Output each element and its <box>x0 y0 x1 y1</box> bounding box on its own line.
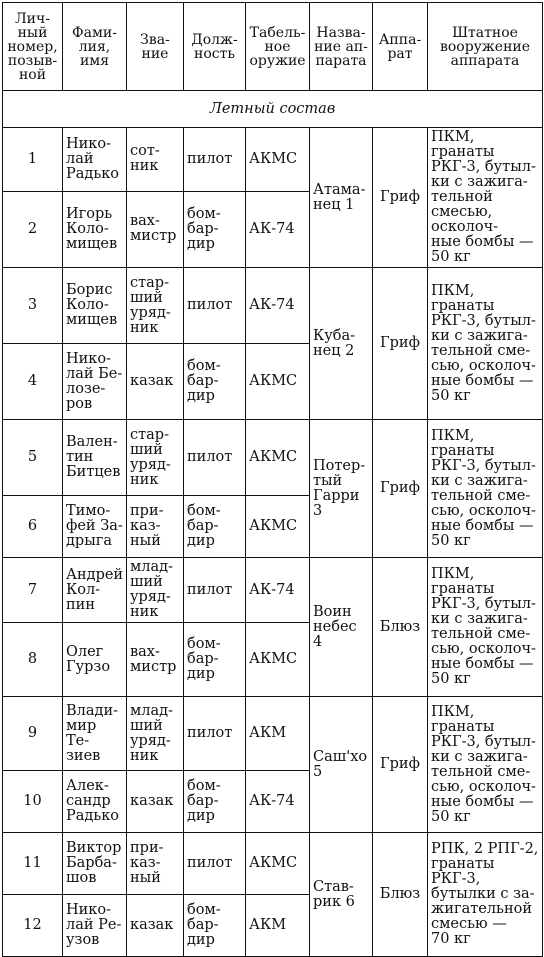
apparatus-cell: Гриф <box>373 697 428 833</box>
table-row <box>3 558 543 623</box>
position-cell: бом- бар- дир <box>184 344 246 420</box>
personal-number-cell: 10 <box>3 771 63 833</box>
weapon-cell: АК-74 <box>246 191 310 267</box>
position-cell: бом- бар- дир <box>184 496 246 558</box>
header-armament: Штатное вооружение аппарата <box>428 3 543 91</box>
rank-cell: казак <box>127 895 184 957</box>
name-cell: Борис Коло- мищев <box>63 268 127 344</box>
section-title: Летный состав <box>3 91 543 128</box>
armament-cell: ПКМ, гранаты РКГ-3, бутыл- ки с зажига- тельной сме- сью, осколоч- ные бомбы — 50 кг <box>428 420 543 558</box>
rank-cell: млад- ший уряд- ник <box>127 558 184 623</box>
weapon-cell: АКМС <box>246 833 310 895</box>
rank-cell: стар- ший уряд- ник <box>127 420 184 496</box>
crew-table <box>2 2 543 957</box>
personal-number-cell: 4 <box>3 344 63 420</box>
header-name: Фами- лия, имя <box>63 3 127 91</box>
name-cell: Влади- мир Те- зиев <box>63 697 127 771</box>
rank-cell: вах- мистр <box>127 623 184 697</box>
rank-cell: казак <box>127 771 184 833</box>
apparatus-name-cell: Атама- нец 1 <box>310 128 373 268</box>
header-position: Долж- ность <box>184 3 246 91</box>
rank-cell: при- каз- ный <box>127 833 184 895</box>
apparatus-name-cell: Потер- тый Гарри 3 <box>310 420 373 558</box>
position-cell: пилот <box>184 558 246 623</box>
personal-number-cell: 7 <box>3 558 63 623</box>
rank-cell: при- каз- ный <box>127 496 184 558</box>
table-row <box>3 420 543 496</box>
header-row <box>3 3 543 91</box>
personal-number-cell: 5 <box>3 420 63 496</box>
personal-number-cell: 3 <box>3 268 63 344</box>
position-cell: бом- бар- дир <box>184 895 246 957</box>
header-weapon: Табель- ное оружие <box>246 3 310 91</box>
table-row <box>3 128 543 192</box>
personal-number-cell: 11 <box>3 833 63 895</box>
rank-cell: млад- ший уряд- ник <box>127 697 184 771</box>
name-cell: Игорь Коло- мищев <box>63 191 127 267</box>
name-cell: Тимо- фей За- дрыга <box>63 496 127 558</box>
weapon-cell: АК-74 <box>246 558 310 623</box>
weapon-cell: АКМС <box>246 420 310 496</box>
weapon-cell: АК-74 <box>246 771 310 833</box>
name-cell: Нико- лай Бе- лозе- ров <box>63 344 127 420</box>
personal-number-cell: 6 <box>3 496 63 558</box>
apparatus-cell: Гриф <box>373 420 428 558</box>
weapon-cell: АК-74 <box>246 268 310 344</box>
name-cell: Нико- лай Ре- узов <box>63 895 127 957</box>
position-cell: пилот <box>184 268 246 344</box>
name-cell: Нико- лай Радько <box>63 128 127 192</box>
header-apparatus: Аппа- рат <box>373 3 428 91</box>
personal-number-cell: 9 <box>3 697 63 771</box>
table-row <box>3 268 543 344</box>
position-cell: бом- бар- дир <box>184 191 246 267</box>
weapon-cell: АКМ <box>246 697 310 771</box>
table-row <box>3 697 543 771</box>
rank-cell: стар- ший уряд- ник <box>127 268 184 344</box>
name-cell: Вален- тин Битцев <box>63 420 127 496</box>
position-cell: пилот <box>184 420 246 496</box>
table-row <box>3 833 543 895</box>
section-row <box>3 91 543 128</box>
apparatus-name-cell: Саш'хо 5 <box>310 697 373 833</box>
header-apparatus-name: Назва- ние ап- парата <box>310 3 373 91</box>
armament-cell: ПКМ, гранаты РКГ-3, бутыл- ки с зажига- тельной смесью, осколоч- ные бомбы — 50 кг <box>428 128 543 268</box>
position-cell: бом- бар- дир <box>184 623 246 697</box>
personal-number-cell: 12 <box>3 895 63 957</box>
apparatus-cell: Блюз <box>373 558 428 697</box>
apparatus-cell: Гриф <box>373 128 428 268</box>
apparatus-cell: Гриф <box>373 268 428 420</box>
armament-cell: РПК, 2 РПГ-2, гранаты РКГ-3, бутылки с за- жигательной смесью — 70 кг <box>428 833 543 957</box>
name-cell: Алек- сандр Радько <box>63 771 127 833</box>
armament-cell: ПКМ, гранаты РКГ-3, бутыл- ки с зажига- тельной сме- сью, осколоч- ные бомбы — 50 кг <box>428 268 543 420</box>
name-cell: Виктор Барба- шов <box>63 833 127 895</box>
position-cell: бом- бар- дир <box>184 771 246 833</box>
header-rank: Зва- ние <box>127 3 184 91</box>
weapon-cell: АКМС <box>246 623 310 697</box>
personal-number-cell: 8 <box>3 623 63 697</box>
rank-cell: казак <box>127 344 184 420</box>
weapon-cell: АКМС <box>246 496 310 558</box>
personal-number-cell: 2 <box>3 191 63 267</box>
name-cell: Олег Гурзо <box>63 623 127 697</box>
apparatus-name-cell: Став- рик 6 <box>310 833 373 957</box>
rank-cell: сот- ник <box>127 128 184 192</box>
header-personal-number: Лич- ный номер, позыв- ной <box>3 3 63 91</box>
weapon-cell: АКМС <box>246 128 310 192</box>
weapon-cell: АКМС <box>246 344 310 420</box>
position-cell: пилот <box>184 128 246 192</box>
armament-cell: ПКМ, гранаты РКГ-3, бутыл- ки с зажига- тельной сме- сью, осколоч- ные бомбы — 50 кг <box>428 558 543 697</box>
rank-cell: вах- мистр <box>127 191 184 267</box>
armament-cell: ПКМ, гранаты РКГ-3, бутыл- ки с зажига- тельной сме- сью, осколоч- ные бомбы — 50 кг <box>428 697 543 833</box>
apparatus-name-cell: Куба- нец 2 <box>310 268 373 420</box>
name-cell: Андрей Кол- пин <box>63 558 127 623</box>
personal-number-cell: 1 <box>3 128 63 192</box>
position-cell: пилот <box>184 697 246 771</box>
apparatus-name-cell: Воин небес 4 <box>310 558 373 697</box>
apparatus-cell: Блюз <box>373 833 428 957</box>
weapon-cell: АКМ <box>246 895 310 957</box>
position-cell: пилот <box>184 833 246 895</box>
